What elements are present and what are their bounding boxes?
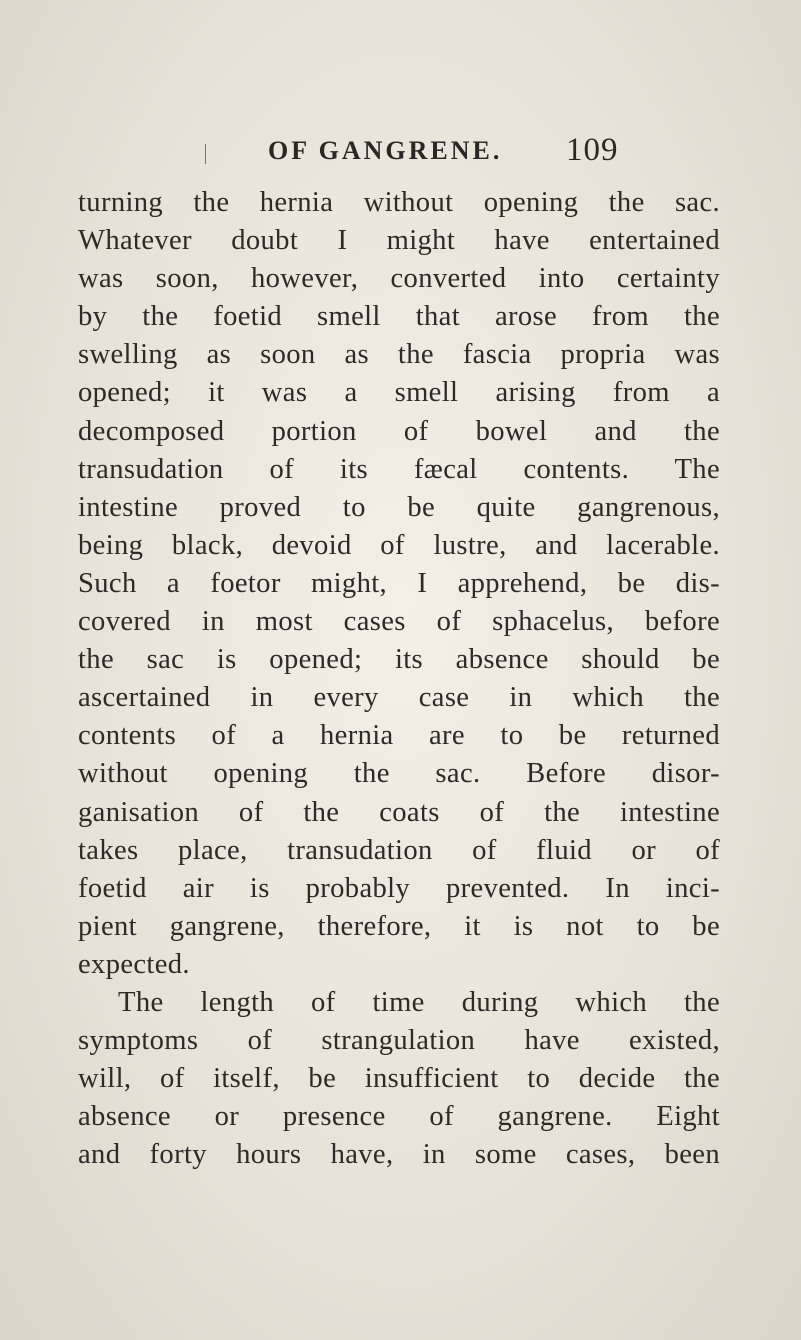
page-number: 109: [566, 132, 619, 168]
body-text: [78, 184, 720, 1174]
text-line: foetid air is probably prevented. In inci-: [78, 872, 720, 904]
text-line: takes place, transudation of fluid or of: [78, 834, 720, 866]
text-line: absence or presence of gangrene. Eight: [78, 1101, 720, 1133]
text-line: ascertained in every case in which the: [78, 682, 720, 714]
text-line: the sac is opened; its absence should be: [78, 644, 720, 676]
text-line: intestine proved to be quite gangrenous,: [78, 491, 720, 523]
running-head: [0, 132, 801, 172]
text-line: turning the hernia without opening the sac.: [78, 187, 720, 218]
text-line: covered in most cases of sphacelus, before: [78, 606, 720, 638]
text-line: Whatever doubt I might have entertained: [78, 225, 720, 257]
text-line: Such a foetor might, I apprehend, be dis-: [78, 567, 720, 599]
text-line: contents of a hernia are to be returned: [78, 720, 720, 752]
text-line: without opening the sac. Before disor-: [78, 758, 720, 790]
text-line: pient gangrene, therefore, it is not to be: [78, 910, 720, 942]
text-line: transudation of its fæcal contents. The: [78, 453, 720, 485]
text-line: The length of time during which the: [118, 986, 720, 1018]
text-line: expected.: [78, 948, 190, 980]
text-line: opened; it was a smell arising from a: [78, 377, 720, 409]
text-line: will, of itself, be insufficient to decide the: [78, 1063, 720, 1095]
text-line: symptoms of strangulation have existed,: [78, 1025, 720, 1057]
text-line: ganisation of the coats of the intestine: [78, 796, 720, 828]
text-line: was soon, however, converted into certainty: [78, 263, 720, 295]
text-line: by the foetid smell that arose from the: [78, 301, 720, 333]
text-line: decomposed portion of bowel and the: [78, 415, 720, 447]
text-line: swelling as soon as the fascia propria was: [78, 339, 720, 371]
margin-mark: [205, 144, 206, 164]
text-line: and forty hours have, in some cases, been: [78, 1139, 720, 1171]
running-head-title: OF GANGRENE.: [268, 136, 503, 165]
text-line: being black, devoid of lustre, and lacerable.: [78, 529, 720, 561]
